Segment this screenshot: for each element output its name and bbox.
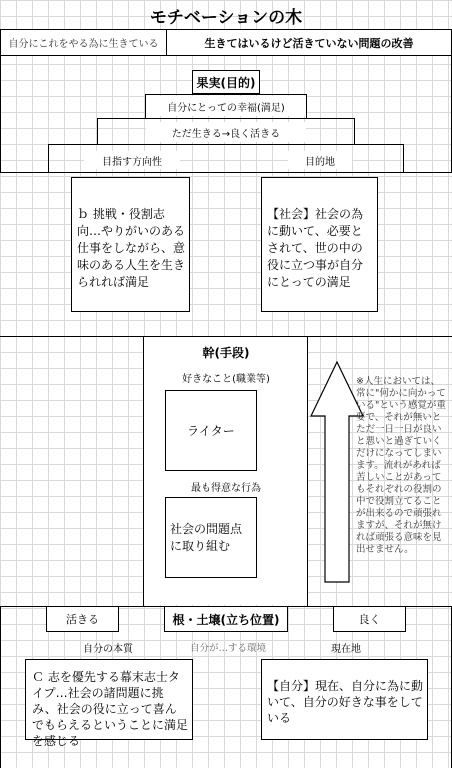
page-title: モチベーションの木 — [149, 7, 303, 28]
destination-text-box: 【社会】社会の為に動いて、必要とされて、世の中の役に立つ事が自分にとっての満足 — [261, 177, 378, 312]
trunk-note: ※人生においては、常に"何かに向かっている"という感覚が重要で、それが無いとただ一日一日が良いと悪いと過ぎていくだけになってしまいます。流れがあれば苦しいことがあってもそれぞれの役割の中で役割立てることが出来るので頑張れますが、それが無ければ頑張る意味を見出せません。 — [356, 376, 446, 555]
stair-line-2 — [97, 118, 355, 119]
likes-label: 好きなこと(職業等) — [182, 373, 270, 385]
stair-right-2 — [354, 118, 355, 144]
likes-value-box: ライター — [165, 390, 257, 471]
direction-text-box: ｂ 挑戦・役割志向…やりがいのある仕事をしながら、意味のある人生を生きられれば満足 — [71, 177, 190, 312]
fruit-section-bottom — [0, 172, 452, 173]
trunk-right-border — [307, 336, 308, 606]
header-left-cell: 自分にこれをやる為に生きている — [8, 39, 159, 50]
stair-line-1 — [145, 94, 307, 95]
stair-right-3 — [403, 144, 404, 172]
stair-right-1 — [306, 94, 307, 118]
roots-right-word: 良く — [333, 606, 406, 632]
roots-heading: 根・土壌(立ち位置) — [164, 606, 288, 632]
fruit-left-border — [0, 56, 1, 172]
stair-left-3 — [48, 144, 49, 172]
stair-left-2 — [97, 118, 98, 144]
destination-label: 目的地 — [288, 151, 352, 169]
essence-label: 自分の本質 — [83, 643, 133, 655]
stair-line-3 — [48, 144, 404, 145]
fruit-heading: 果実(目的) — [192, 70, 260, 94]
environment-label: 自分が…する環境 — [189, 643, 266, 654]
direction-label: 目指す方向性 — [84, 151, 180, 169]
fruit-line2: ただ生きる→良く活きる — [146, 122, 306, 142]
skill-label: 最も得意な行為 — [191, 482, 261, 494]
trunk-heading: 幹(手段) — [202, 345, 250, 360]
roots-left-border — [0, 606, 1, 768]
current-text-box: 【自分】現在、自分に為に動いて、自分の好きな事をしている — [261, 659, 428, 740]
current-position-label: 現在地 — [331, 643, 361, 655]
fruit-line1: 自分にとっての幸福(満足) — [146, 96, 306, 116]
roots-left-word: 活きる — [46, 606, 119, 632]
skill-value-box: 社会の問題点に取り組む — [165, 497, 257, 578]
header-right-cell: 生きてはいるけど活きていない問題の改善 — [204, 36, 414, 50]
essence-text-box: Ｃ 志を優先する幕末志士タイプ…社会の諸問題に挑み、社会の役に立って喜んでもらえるということに満足を感じる — [25, 659, 193, 740]
